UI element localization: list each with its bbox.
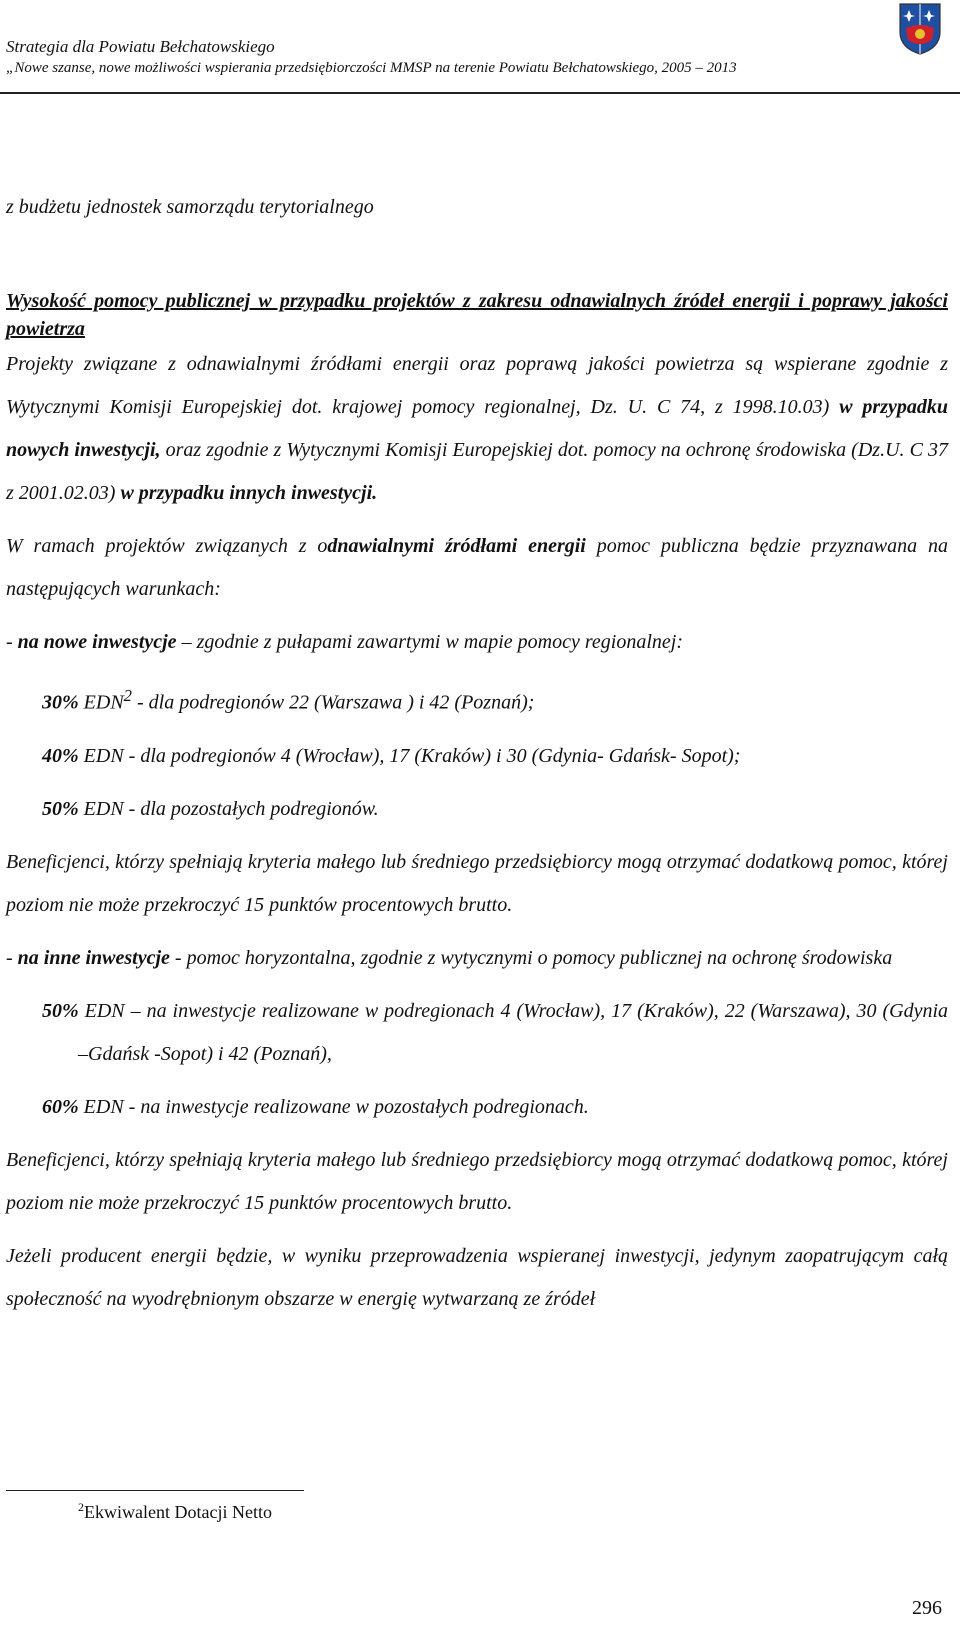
paragraph-beneficiaries-1: Beneficjenci, którzy spełniają kryteria małego lub średniego przedsiębiorcy mogą otrzymać dodatkową pomoc, której poziom nie może przekroczyć 15 punktów procentowych brutto. <box>6 850 948 916</box>
new-investments-label: na nowe inwestycje <box>17 631 177 653</box>
document-body <box>6 186 948 1321</box>
paragraph-2-part-c: pomoc publiczna będzie przyznawana na następujących warunkach: <box>6 535 948 600</box>
section-heading-text: Wysokość pomocy publicznej w przypadku projektów z zakresu odnawialnych źródeł energii i poprawy jakości powietrza <box>6 290 948 340</box>
section-heading <box>6 287 948 343</box>
rate-40-text: EDN - dla podregionów 4 (Wrocław), 17 (Kraków) i 30 (Gdynia- Gdańsk- Sopot); <box>78 744 741 767</box>
rate-50-other-text: EDN – na inwestycje realizowane w podregionach 4 (Wrocław), 17 (Kraków), 22 (Warszawa), 30 (Gdynia –Gdańsk -Sopot) i 42 (Poznań), <box>78 999 948 1065</box>
page-number: 296 <box>912 1597 942 1619</box>
rate-item-40 <box>6 735 948 778</box>
paragraph-2-part-b: dnawialnymi źródłami energii <box>327 535 586 557</box>
header-title: Strategia dla Powiatu Bełchatowskiego <box>6 37 275 56</box>
other-investments-label: na inne inwestycje <box>17 946 170 969</box>
paragraph-2 <box>6 525 948 611</box>
paragraph-1-part-d: w przypadku innych inwestycji. <box>120 482 378 504</box>
dash: - <box>6 946 18 969</box>
rate-item-50 <box>6 788 948 831</box>
footnote-ref: 2 <box>123 686 132 705</box>
rate-40-pct: 40% <box>42 744 79 767</box>
rate-50-pct: 50% <box>42 797 79 820</box>
other-investments-line <box>6 937 948 980</box>
header-divider <box>0 92 960 94</box>
rate-30-edn: EDN <box>78 691 124 714</box>
header-subtitle: „Nowe szanse, nowe możliwości wspierania przedsiębiorczości MMSP na terenie Powiatu Bełchatowskiego, 2005 – 2013 <box>6 60 737 76</box>
new-investments-line <box>6 621 948 664</box>
paragraph-energy-producer: Jeżeli producent energii będzie, w wyniku przeprowadzenia wspieranej inwestycji, jedynym zaopatrującym całą społeczność na wyodrębnionym obszarze w energię wytwarzaną ze źródeł <box>6 1244 948 1310</box>
paragraph-1 <box>6 343 948 515</box>
coat-of-arms-icon <box>898 2 942 56</box>
other-investments-text: - pomoc horyzontalna, zgodnie z wytycznymi o pomocy publicznej na ochronę środowiska <box>169 946 893 969</box>
rate-item-60 <box>6 1086 948 1129</box>
page-header <box>6 36 954 78</box>
new-investments-text: – zgodnie z pułapami zawartymi w mapie pomocy regionalnej: <box>176 631 683 653</box>
paragraph-1-part-c: oraz zgodnie z Wytycznymi Komisji Europejskiej dot. pomocy na ochronę środowiska (Dz.U. C 37 z 2001.02.03) <box>6 439 948 504</box>
rate-50-text: EDN - dla pozostałych podregionów. <box>78 797 379 820</box>
rate-item-50-other <box>6 990 948 1076</box>
rate-60-pct: 60% <box>42 1095 79 1118</box>
intro-line: z budżetu jednostek samorządu terytorialnego <box>6 196 374 218</box>
rate-30-text: - dla podregionów 22 (Warszawa ) i 42 (Poznań); <box>132 691 535 714</box>
dash: - <box>6 631 18 653</box>
footnote-mark: 2 <box>78 1500 84 1514</box>
paragraph-1-part-a: Projekty związane z odnawialnymi źródłami energii oraz poprawą jakości powietrza są wspierane zgodnie z Wytycznymi Komisji Europejskiej dot. krajowej pomocy regionalnej, Dz. U. C 74, z 1998.10.03) <box>6 353 948 418</box>
paragraph-2-part-a: W ramach projektów związanych z o <box>6 535 328 557</box>
rate-50-other-pct: 50% <box>42 999 79 1022</box>
paragraph-1-part-b: w przypadku nowych inwestycji, <box>6 396 948 461</box>
footnote-divider <box>6 1490 304 1491</box>
rate-30-pct: 30% <box>42 691 79 714</box>
paragraph-beneficiaries-2: Beneficjenci, którzy spełniają kryteria małego lub średniego przedsiębiorcy mogą otrzymać dodatkową pomoc, której poziom nie może przekroczyć 15 punktów procentowych brutto. <box>6 1148 948 1214</box>
footnote <box>78 1500 272 1523</box>
rate-60-text: EDN - na inwestycje realizowane w pozostałych podregionach. <box>78 1095 589 1118</box>
footnote-text: Ekwiwalent Dotacji Netto <box>84 1502 272 1522</box>
rate-item-30 <box>6 674 948 725</box>
